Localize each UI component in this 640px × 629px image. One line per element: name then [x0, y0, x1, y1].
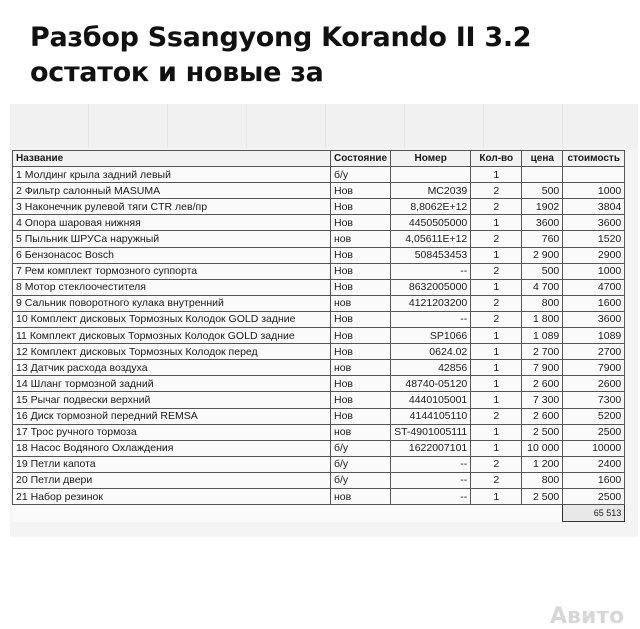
cell-total: 2400	[563, 456, 625, 472]
table-row	[13, 183, 625, 199]
cell-state: Нов	[331, 328, 391, 344]
cell-number: 4121203200	[391, 295, 471, 311]
cell-state: Нов	[331, 392, 391, 408]
cell-total: 2700	[563, 344, 625, 360]
table-row	[13, 247, 625, 263]
table-row	[13, 472, 625, 488]
table-row	[13, 376, 625, 392]
cell-qty: 1	[471, 215, 522, 231]
total-row	[13, 505, 625, 522]
cell-state: б/у	[331, 456, 391, 472]
cell-name: 17 Трос ручного тормоза	[13, 424, 331, 440]
cell-number: --	[391, 488, 471, 504]
cell-price: 2 600	[522, 376, 563, 392]
cell-qty: 1	[471, 488, 522, 504]
header-qty: Кол-во	[471, 151, 522, 167]
cell-state: Нов	[331, 408, 391, 424]
cell-number: 508453453	[391, 247, 471, 263]
title-line-2: остаток и новые за	[30, 57, 324, 88]
cell-qty: 1	[471, 279, 522, 295]
cell-qty: 1	[471, 247, 522, 263]
cell-number: ST-4901005111	[391, 424, 471, 440]
cell-total: 2900	[563, 247, 625, 263]
cell-total: 10000	[563, 440, 625, 456]
cell-name: 21 Набор резинок	[13, 488, 331, 504]
cell-name: 14 Шланг тормозной задний	[13, 376, 331, 392]
cell-number: SP1066	[391, 328, 471, 344]
cell-price: 3600	[522, 215, 563, 231]
table-row	[13, 456, 625, 472]
cell-number: MC2039	[391, 183, 471, 199]
cell-state: нов	[331, 295, 391, 311]
cell-price: 1 800	[522, 311, 563, 327]
cell-price: 1 200	[522, 456, 563, 472]
cell-name: 12 Комплект дисковых Тормозных Колодок перед	[13, 344, 331, 360]
cell-qty: 1	[471, 376, 522, 392]
header-number: Номер	[391, 151, 471, 167]
cell-state: нов	[331, 360, 391, 376]
cell-state: нов	[331, 488, 391, 504]
cell-qty: 2	[471, 311, 522, 327]
cell-price	[522, 167, 563, 183]
cell-price: 2 500	[522, 424, 563, 440]
cell-price: 2 900	[522, 247, 563, 263]
grand-total-cell: 65 513	[563, 505, 625, 522]
cell-state: Нов	[331, 183, 391, 199]
cell-total: 3804	[563, 199, 625, 215]
cell-price: 2 600	[522, 408, 563, 424]
cell-name: 3 Наконечник рулевой тяги CTR лев/пр	[13, 199, 331, 215]
cell-number: 4440105001	[391, 392, 471, 408]
cell-price: 2 700	[522, 344, 563, 360]
cell-number: 4144105110	[391, 408, 471, 424]
table-row	[13, 328, 625, 344]
cell-name: 2 Фильтр салонный MASUMA	[13, 183, 331, 199]
cell-qty: 2	[471, 263, 522, 279]
cell-total: 2500	[563, 488, 625, 504]
cell-name: 16 Диск тормозной передний REMSA	[13, 408, 331, 424]
cell-state: б/у	[331, 440, 391, 456]
cell-price: 800	[522, 472, 563, 488]
cell-qty: 2	[471, 231, 522, 247]
table-row	[13, 263, 625, 279]
cell-state: Нов	[331, 279, 391, 295]
page-title	[30, 20, 630, 90]
cell-total: 3600	[563, 311, 625, 327]
cell-total: 1000	[563, 183, 625, 199]
cell-number	[391, 167, 471, 183]
header-price: цена	[522, 151, 563, 167]
cell-name: 13 Датчик расхода воздуха	[13, 360, 331, 376]
cell-total: 4700	[563, 279, 625, 295]
cell-total: 1600	[563, 295, 625, 311]
table-row	[13, 279, 625, 295]
cell-state: Нов	[331, 215, 391, 231]
cell-qty: 2	[471, 408, 522, 424]
cell-name: 19 Петли капота	[13, 456, 331, 472]
cell-name: 15 Рычаг подвески верхний	[13, 392, 331, 408]
table-row	[13, 424, 625, 440]
cell-total: 2600	[563, 376, 625, 392]
cell-name: 8 Мотор стеклоочестителя	[13, 279, 331, 295]
cell-number: --	[391, 472, 471, 488]
cell-state: Нов	[331, 311, 391, 327]
cell-name: 10 Комплект дисковых Тормозных Колодок GOLD задние	[13, 311, 331, 327]
cell-name: 20 Петли двери	[13, 472, 331, 488]
cell-qty: 1	[471, 344, 522, 360]
cell-price: 4 700	[522, 279, 563, 295]
table-row	[13, 408, 625, 424]
cell-total: 1000	[563, 263, 625, 279]
table-row	[13, 167, 625, 183]
cell-total: 5200	[563, 408, 625, 424]
cell-number: 0624.02	[391, 344, 471, 360]
cell-state: Нов	[331, 376, 391, 392]
cell-name: 6 Бензонасос Bosch	[13, 247, 331, 263]
cell-name: 1 Молдинг крыла задний левый	[13, 167, 331, 183]
cell-price: 500	[522, 183, 563, 199]
cell-state: б/у	[331, 472, 391, 488]
table-row	[13, 488, 625, 504]
cell-state: б/у	[331, 167, 391, 183]
cell-qty: 1	[471, 360, 522, 376]
cell-state: нов	[331, 231, 391, 247]
cell-total: 1520	[563, 231, 625, 247]
cell-qty: 1	[471, 424, 522, 440]
cell-number: --	[391, 311, 471, 327]
cell-number: 42856	[391, 360, 471, 376]
parts-table	[12, 150, 625, 522]
cell-state: Нов	[331, 199, 391, 215]
table-row	[13, 215, 625, 231]
cell-number: --	[391, 263, 471, 279]
cell-total: 3600	[563, 215, 625, 231]
cell-number: --	[391, 456, 471, 472]
cell-qty: 2	[471, 183, 522, 199]
cell-price: 7 300	[522, 392, 563, 408]
cell-number: 8,8062E+12	[391, 199, 471, 215]
cell-state: Нов	[331, 247, 391, 263]
cell-name: 18 Насос Водяного Охлаждения	[13, 440, 331, 456]
cell-number: 8632005000	[391, 279, 471, 295]
cell-price: 800	[522, 295, 563, 311]
table-row	[13, 360, 625, 376]
cell-price: 7 900	[522, 360, 563, 376]
cell-qty: 2	[471, 456, 522, 472]
cell-name: 5 Пыльник ШРУСа наружный	[13, 231, 331, 247]
cell-qty: 1	[471, 440, 522, 456]
table-row	[13, 440, 625, 456]
header-total: стоимость	[563, 151, 625, 167]
sheet-toolbar-area	[10, 104, 638, 148]
cell-total: 1089	[563, 328, 625, 344]
cell-price: 10 000	[522, 440, 563, 456]
header-name: Название	[13, 151, 331, 167]
spreadsheet-photo	[10, 104, 638, 629]
cell-total	[563, 167, 625, 183]
watermark-logo: Авито	[550, 604, 625, 629]
header-state: Состояние	[331, 151, 391, 167]
cell-number: 4450505000	[391, 215, 471, 231]
cell-qty: 2	[471, 472, 522, 488]
cell-state: Нов	[331, 263, 391, 279]
cell-price: 760	[522, 231, 563, 247]
cell-total: 7900	[563, 360, 625, 376]
table-row	[13, 344, 625, 360]
cell-total: 7300	[563, 392, 625, 408]
cell-total: 1600	[563, 472, 625, 488]
cell-price: 500	[522, 263, 563, 279]
title-line-1: Разбор Ssangyong Korando II 3.2	[30, 22, 532, 53]
cell-qty: 1	[471, 392, 522, 408]
cell-name: 11 Комплект дисковых Тормозных Колодок GOLD задние	[13, 328, 331, 344]
cell-state: Нов	[331, 344, 391, 360]
cell-name: 7 Рем комплект тормозного суппорта	[13, 263, 331, 279]
cell-number: 1622007101	[391, 440, 471, 456]
table-header-row	[13, 151, 625, 167]
table-row	[13, 295, 625, 311]
cell-total: 2500	[563, 424, 625, 440]
cell-qty: 2	[471, 295, 522, 311]
cell-price: 1 089	[522, 328, 563, 344]
table-row	[13, 199, 625, 215]
table-row	[13, 231, 625, 247]
table-row	[13, 392, 625, 408]
cell-name: 9 Сальник поворотного кулака внутренний	[13, 295, 331, 311]
cell-qty: 1	[471, 167, 522, 183]
cell-qty: 1	[471, 328, 522, 344]
cell-state: нов	[331, 424, 391, 440]
table-row	[13, 311, 625, 327]
cell-number: 48740-05120	[391, 376, 471, 392]
cell-number: 4,05611E+12	[391, 231, 471, 247]
cell-name: 4 Опора шаровая нижняя	[13, 215, 331, 231]
cell-qty: 2	[471, 199, 522, 215]
cell-price: 1902	[522, 199, 563, 215]
cell-price: 2 500	[522, 488, 563, 504]
